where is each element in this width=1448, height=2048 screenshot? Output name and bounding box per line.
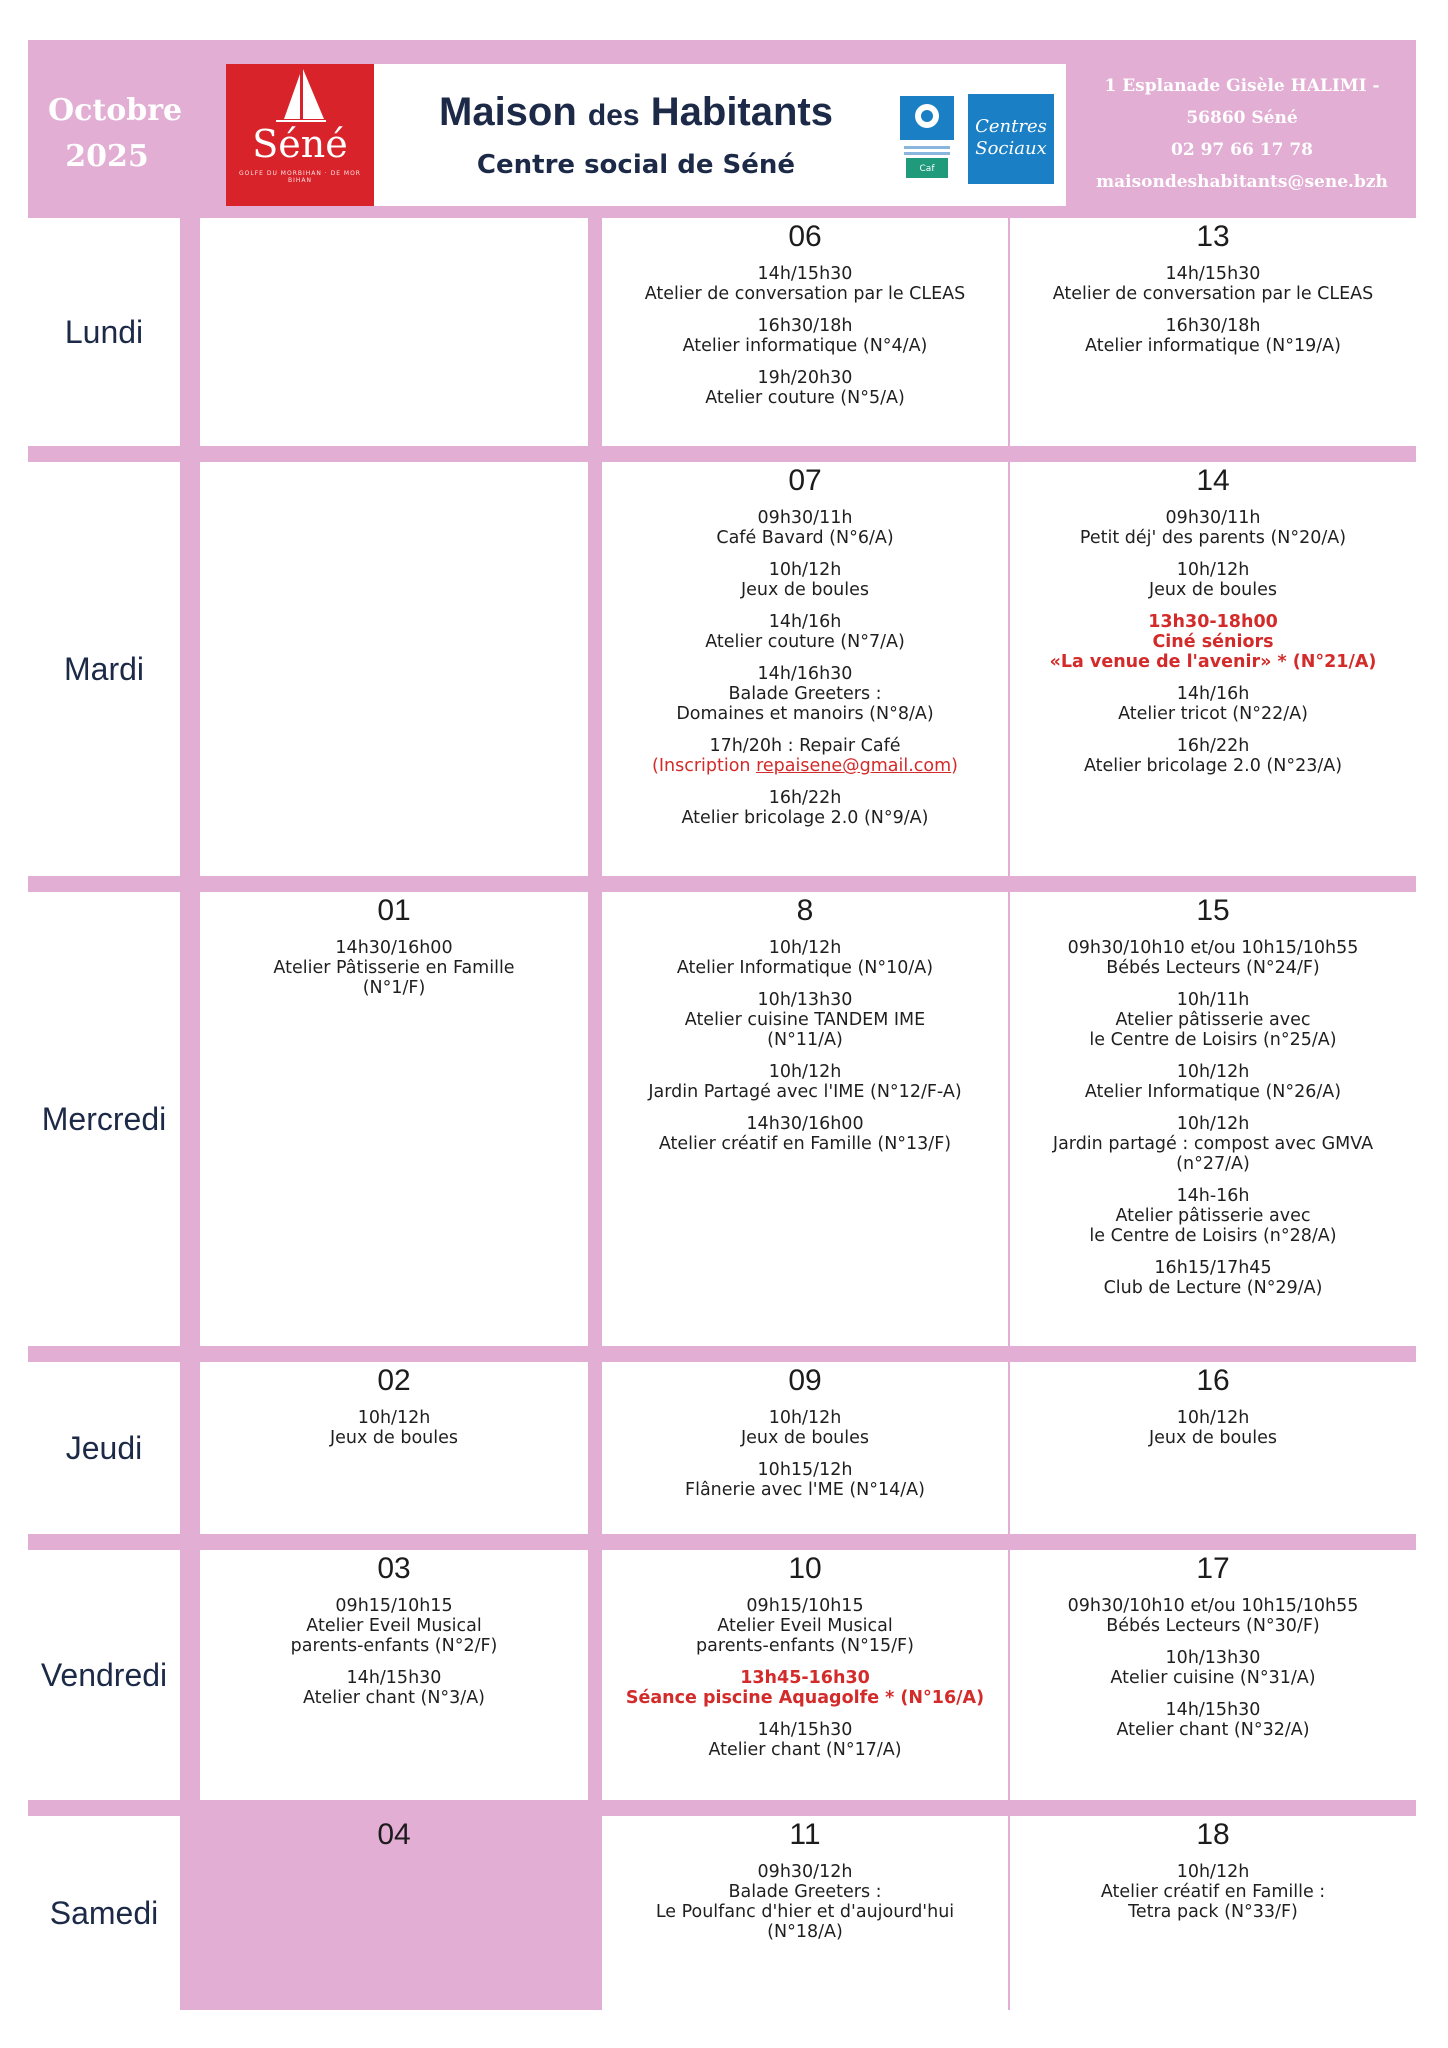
date-number: 11 [789, 1818, 821, 1851]
date-number: 04 [377, 1818, 411, 1851]
day-label-lundi: Lundi [28, 218, 180, 446]
event-title: Atelier chant (N°32/A) [1116, 1720, 1310, 1740]
row-lundi [28, 218, 1416, 446]
event [1010, 1596, 1416, 1636]
event-title-line-2: (N°11/A) [767, 1030, 843, 1050]
event-title: Atelier informatique (N°19/A) [1085, 336, 1341, 356]
event [602, 508, 1008, 548]
event-time: 09h30/11h [1165, 508, 1261, 528]
event [602, 990, 1008, 1050]
cell-oct-17 [1010, 1550, 1416, 1800]
event-highlighted [602, 1668, 1008, 1708]
event [602, 1062, 1008, 1102]
event-title: Atelier pâtisserie avec [1115, 1206, 1311, 1226]
sene-logo-tagline: GOLFE DU MORBIHAN · DE MOR BIHAN [239, 170, 361, 184]
sene-logo-text: Séné [252, 122, 348, 166]
event-time: 10h/12h [1176, 1062, 1250, 1082]
event-title: Jeux de boules [1148, 1428, 1278, 1448]
event-title: Petit déj' des parents (N°20/A) [1079, 528, 1347, 548]
event-title-line-2: (n°27/A) [1176, 1154, 1250, 1174]
event-title: Atelier chant (N°17/A) [708, 1740, 902, 1760]
event-title: Atelier créatif en Famille : [1100, 1882, 1326, 1902]
event [1010, 1700, 1416, 1740]
cell-oct-06 [602, 218, 1008, 446]
date-number: 10 [788, 1552, 822, 1585]
row-mardi [28, 462, 1416, 876]
event-time: 14h/15h30 [757, 264, 853, 284]
event [1010, 316, 1416, 356]
event [602, 612, 1008, 652]
event-title: Atelier de conversation par le CLEAS [644, 284, 966, 304]
date-number: 07 [788, 464, 822, 497]
event [1010, 1258, 1416, 1298]
event-title: Jardin partagé : compost avec GMVA [1052, 1134, 1374, 1154]
event [1010, 1862, 1416, 1922]
event [602, 788, 1008, 828]
cell-oct-10 [602, 1550, 1008, 1800]
event [1010, 938, 1416, 978]
event-title-line-2: (N°1/F) [362, 978, 426, 998]
event [602, 1114, 1008, 1154]
event-title-line-2: parents-enfants (N°15/F) [696, 1636, 914, 1656]
event [602, 264, 1008, 304]
event-title-line-3: (N°18/A) [767, 1922, 843, 1942]
event-time: 14h/15h30 [757, 1720, 853, 1740]
event-title: Ciné séniors [1152, 632, 1274, 652]
event [200, 1668, 588, 1708]
event [200, 938, 588, 998]
event [1010, 736, 1416, 776]
row-samedi [28, 1816, 1416, 2010]
month-label [48, 88, 183, 180]
event-title: Atelier cuisine (N°31/A) [1110, 1668, 1316, 1688]
event [1010, 684, 1416, 724]
centres-logo-line-1: Centres [975, 116, 1047, 137]
date-number: 06 [788, 220, 822, 253]
event-time: 16h/22h [1176, 736, 1250, 756]
event-title-line-2: le Centre de Loisirs (n°25/A) [1089, 1030, 1337, 1050]
event [1010, 1648, 1416, 1688]
event [602, 368, 1008, 408]
event [602, 1596, 1008, 1656]
day-label-vendredi: Vendredi [28, 1550, 180, 1800]
event [602, 664, 1008, 724]
phone-number: 02 97 66 17 78 [1171, 140, 1313, 160]
cell-oct-18 [1010, 1816, 1416, 2010]
event-time: 10h/12h [1176, 560, 1250, 580]
event [1010, 264, 1416, 304]
event [1010, 1114, 1416, 1174]
event-time: 10h/12h [1176, 1114, 1250, 1134]
event [602, 316, 1008, 356]
event-time: 09h30/11h [757, 508, 853, 528]
date-number: 18 [1196, 1818, 1230, 1851]
event [200, 1596, 588, 1656]
event [1010, 1408, 1416, 1448]
event-title: Atelier Informatique (N°10/A) [676, 958, 934, 978]
event-time: 19h/20h30 [757, 368, 853, 388]
event-time: 10h/12h [1176, 1862, 1250, 1882]
row-jeudi [28, 1362, 1416, 1534]
event-title: Bébés Lecteurs (N°24/F) [1106, 958, 1320, 978]
month-name: Octobre [48, 93, 183, 128]
cell-oct-02 [200, 1362, 588, 1534]
event-title: Atelier créatif en Famille (N°13/F) [658, 1134, 952, 1154]
event-time: 10h/12h [768, 560, 842, 580]
event-time: 10h/13h30 [757, 990, 853, 1010]
date-number: 14 [1196, 464, 1230, 497]
event-highlighted [1010, 612, 1416, 672]
event-time: 14h/16h [1176, 684, 1250, 704]
sene-logo [226, 64, 374, 206]
cell-oct-07 [602, 462, 1008, 876]
event-time: 14h/16h [768, 612, 842, 632]
cell-oct-08 [602, 892, 1008, 1346]
email-address: maisondeshabitants@sene.bzh [1096, 172, 1388, 192]
event [1010, 1062, 1416, 1102]
date-number: 8 [796, 894, 814, 927]
cell-empty [200, 462, 588, 876]
event [1010, 508, 1416, 548]
repair-inscription [602, 756, 1008, 776]
centres-logo-line-2: Sociaux [975, 138, 1047, 159]
event-title-line-2: Tetra pack (N°33/F) [1128, 1902, 1298, 1922]
svg-text:Caf: Caf [919, 164, 935, 174]
caf-logo [898, 94, 956, 180]
contact-block [1078, 70, 1406, 198]
event-time: 09h30/10h10 et/ou 10h15/10h55 [1067, 938, 1359, 958]
centres-sociaux-logo [968, 94, 1054, 184]
row-mercredi [28, 892, 1416, 1346]
event-time: 14h/15h30 [1165, 1700, 1261, 1720]
repair-email-link[interactable]: repaisene@gmail.com [756, 756, 952, 776]
address-line-2: 56860 Séné [1186, 108, 1298, 128]
title-part-1: Maison [439, 90, 577, 134]
event [1010, 560, 1416, 600]
inscription-suffix: ) [951, 756, 958, 776]
event-title-line-2: Le Poulfanc d'hier et d'aujourd'hui [655, 1902, 955, 1922]
event-time: 14h30/16h00 [746, 1114, 864, 1134]
event-title-line-2: Domaines et manoirs (N°8/A) [676, 704, 934, 724]
address-line-1: 1 Esplanade Gisèle HALIMI - [1104, 76, 1380, 96]
event-title: Balade Greeters : [728, 1882, 882, 1902]
event-time: 10h/11h [1176, 990, 1250, 1010]
day-label-samedi: Samedi [28, 1816, 180, 2010]
event-title: Club de Lecture (N°29/A) [1103, 1278, 1323, 1298]
event-time: 09h30/10h10 et/ou 10h15/10h55 [1067, 1596, 1359, 1616]
date-number: 01 [377, 894, 411, 927]
logo-panel [226, 64, 1066, 206]
event-title: Atelier cuisine TANDEM IME [684, 1010, 926, 1030]
event-time: 14h/15h30 [346, 1668, 442, 1688]
cell-oct-15 [1010, 892, 1416, 1346]
cell-oct-11 [602, 1816, 1008, 2010]
event-time: 09h15/10h15 [746, 1596, 864, 1616]
event [200, 1408, 588, 1448]
event-title: Atelier bricolage 2.0 (N°23/A) [1083, 756, 1343, 776]
event-title: Atelier couture (N°5/A) [705, 388, 905, 408]
day-label-mercredi: Mercredi [28, 892, 180, 1346]
event-title: Bébés Lecteurs (N°30/F) [1106, 1616, 1320, 1636]
event-title: Atelier pâtisserie avec [1115, 1010, 1311, 1030]
event-time: 10h/12h [768, 1062, 842, 1082]
event [602, 736, 1008, 776]
cell-empty [200, 218, 588, 446]
event-title: Atelier Eveil Musical [717, 1616, 893, 1636]
event-title: Flânerie avec l'ME (N°14/A) [685, 1480, 925, 1500]
event-time: 10h/12h [357, 1408, 431, 1428]
event-title: Atelier informatique (N°4/A) [682, 336, 928, 356]
event-time: 10h/12h [1176, 1408, 1250, 1428]
day-label-jeudi: Jeudi [28, 1362, 180, 1534]
event-time: 10h/13h30 [1165, 1648, 1261, 1668]
event [602, 938, 1008, 978]
event-title: Balade Greeters : [728, 684, 882, 704]
cell-oct-13 [1010, 218, 1416, 446]
event-time: 14h/16h30 [757, 664, 853, 684]
date-number: 13 [1196, 220, 1230, 253]
event-time: 16h/22h [768, 788, 842, 808]
event-time: 17h/20h : Repair Café [709, 736, 901, 756]
event-title: Jeux de boules [1148, 580, 1278, 600]
row-vendredi [28, 1550, 1416, 1800]
event-time: 09h15/10h15 [335, 1596, 453, 1616]
title-part-des: des [587, 99, 640, 132]
event [602, 560, 1008, 600]
event-title-line-2: le Centre de Loisirs (n°28/A) [1089, 1226, 1337, 1246]
event-time: 09h30/12h [757, 1862, 853, 1882]
event-title: Atelier couture (N°7/A) [705, 632, 905, 652]
event [1010, 990, 1416, 1050]
month-year: 2025 [65, 139, 149, 174]
event-title: Jardin Partagé avec l'IME (N°12/F-A) [648, 1082, 962, 1102]
event [602, 1862, 1008, 1942]
date-number: 16 [1196, 1364, 1230, 1397]
event-title-line-2: «La venue de l'avenir» * (N°21/A) [1049, 652, 1377, 672]
event-time: 16h30/18h [757, 316, 853, 336]
event-time: 10h15/12h [757, 1460, 853, 1480]
event-title: Atelier chant (N°3/A) [303, 1688, 485, 1708]
inscription-prefix: (Inscription [652, 756, 757, 776]
event-title-line-2: parents-enfants (N°2/F) [290, 1636, 498, 1656]
header-banner [28, 40, 1416, 218]
event-time: 16h30/18h [1165, 316, 1261, 336]
event [602, 1408, 1008, 1448]
cell-oct-09 [602, 1362, 1008, 1534]
event-title: Café Bavard (N°6/A) [716, 528, 894, 548]
event [1010, 1186, 1416, 1246]
title-part-2: Habitants [650, 90, 833, 134]
event-time: 13h45-16h30 [740, 1668, 870, 1688]
event-title: Atelier tricot (N°22/A) [1118, 704, 1308, 724]
date-number: 15 [1196, 894, 1230, 927]
event-time: 16h15/17h45 [1154, 1258, 1272, 1278]
date-number: 03 [377, 1552, 411, 1585]
cell-oct-04 [200, 1816, 588, 2010]
caf-emblem-icon [898, 94, 956, 180]
page-title [386, 90, 886, 135]
event-title: Jeux de boules [740, 580, 870, 600]
event-title: Atelier de conversation par le CLEAS [1052, 284, 1374, 304]
cell-oct-03 [200, 1550, 588, 1800]
event-time: 10h/12h [768, 938, 842, 958]
event-time: 14h30/16h00 [335, 938, 453, 958]
event-time: 14h/15h30 [1165, 264, 1261, 284]
event-title: Jeux de boules [740, 1428, 870, 1448]
event-title: Atelier Eveil Musical [306, 1616, 482, 1636]
event-title: Séance piscine Aquagolfe * (N°16/A) [625, 1688, 985, 1708]
date-number: 09 [788, 1364, 822, 1397]
event-title: Jeux de boules [329, 1428, 459, 1448]
event [602, 1720, 1008, 1760]
cell-oct-01 [200, 892, 588, 1346]
event-time: 13h30-18h00 [1148, 612, 1278, 632]
date-number: 17 [1196, 1552, 1230, 1585]
cell-oct-16 [1010, 1362, 1416, 1534]
sailboat-icon [226, 64, 374, 124]
cell-oct-14 [1010, 462, 1416, 876]
event-time: 10h/12h [768, 1408, 842, 1428]
date-number: 02 [377, 1364, 411, 1397]
event-title: Atelier bricolage 2.0 (N°9/A) [681, 808, 929, 828]
calendar-frame [28, 40, 1416, 2010]
page-subtitle: Centre social de Séné [476, 150, 796, 180]
event-title: Atelier Informatique (N°26/A) [1084, 1082, 1342, 1102]
event-time: 14h-16h [1176, 1186, 1250, 1206]
event [602, 1460, 1008, 1500]
event-title: Atelier Pâtisserie en Famille [273, 958, 515, 978]
day-label-mardi: Mardi [28, 462, 180, 876]
